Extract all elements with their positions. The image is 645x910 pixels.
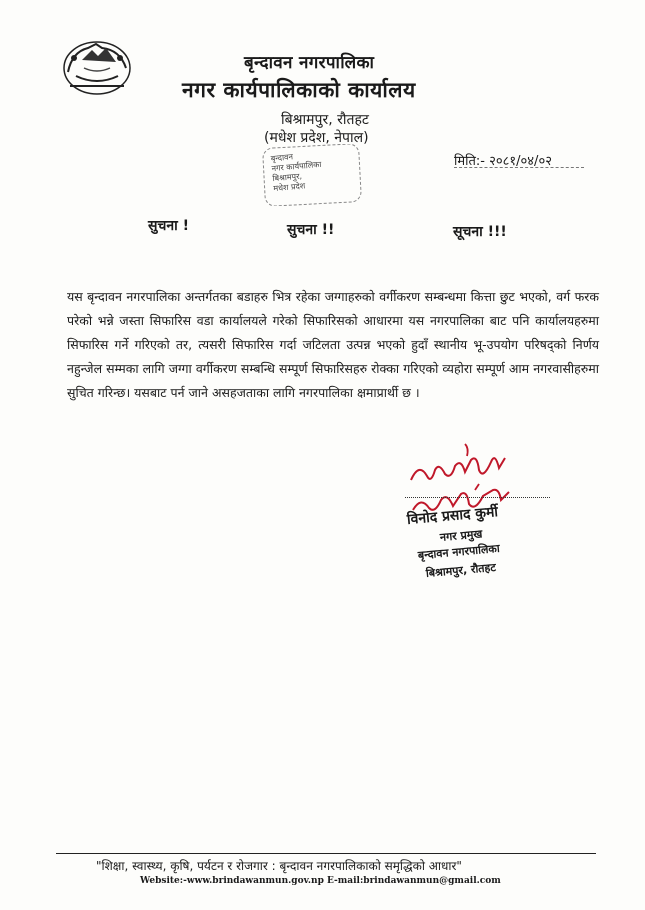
signatory-place: बिश्रामपुर, रौतहट [425,560,497,580]
letter-date: मिति:- २०८१/०४/०२ [454,154,552,169]
date-underline [454,167,584,168]
footer-website: Website:-www.brindawanmun.gov.np E-mail:brindawanmun@gmail.com [140,876,501,886]
office-title: नगर कार्यपालिकाको कार्यालय [182,78,416,102]
signatory-org: बृन्दावन नगरपालिका [417,541,501,562]
org-name: बृन्दावन नगरपालिका [244,53,375,73]
notice-body: यस बृन्दावन नगरपालिका अन्तर्गतका बडाहरु भित्र रहेका जग्गाहरुको वर्गीकरण सम्बन्धमा कित्ता छुट भएको, वर्ग फरक परेको भन्ने जस्ता सिफारिस वडा कार्यालयले गरेको सिफारिसको आधारमा यस नगरपालिका बाट पनि कार्यालयहरुमा सिफारिस गर्ने गरिएको तर, त्यसरी सिफारिस गर्दा जटिलता उत्पन्न भएको हुदाँ स्थानीय भू-उपयोग परिषद्‌को निर्णय नहुन्जेल सम्मका लागि जग्गा वर्गीकरण सम्बन्धि सम्पूर्ण सिफारिसहरु रोक्का गरिएको व्यहोरा सम्पूर्ण आम नगरवासीहरुमा सुचित गरिन्छ। यसबाट पर्न जाने असहजताका लागि नगरपालिका क्षमाप्रार्थी छ । [67,289,599,400]
signatory-name: विनोद प्रसाद कुर्मी [406,504,499,528]
stamp-line: बिश्रामपुर, [272,171,303,184]
notice-heading-3: सूचना !!! [453,224,507,240]
address-line-1: बिश्रामपुर, रौतहट [281,112,369,128]
signatory-title: नगर प्रमुख [439,527,483,544]
address-line-2: (मधेश प्रदेश, नेपाल) [264,130,369,146]
stamp-text [270,150,323,194]
stamp-line: नगर कार्यपालिका [271,159,322,174]
signature-line [405,497,550,498]
footer-slogan: "शिक्षा, स्वास्थ्य, कृषि, पर्यटन र रोजगार : बृन्दावन नगरपालिकाको समृद्धिको आधार" [96,859,462,873]
footer-divider [56,853,596,854]
stamp-line: बृन्दावन [270,152,294,164]
notice-heading-1: सुचना ! [148,218,190,234]
stamp-line: मधेश प्रदेश [272,181,306,194]
nepal-emblem-logo [62,38,132,96]
notice-heading-2: सुचना !! [287,222,335,238]
